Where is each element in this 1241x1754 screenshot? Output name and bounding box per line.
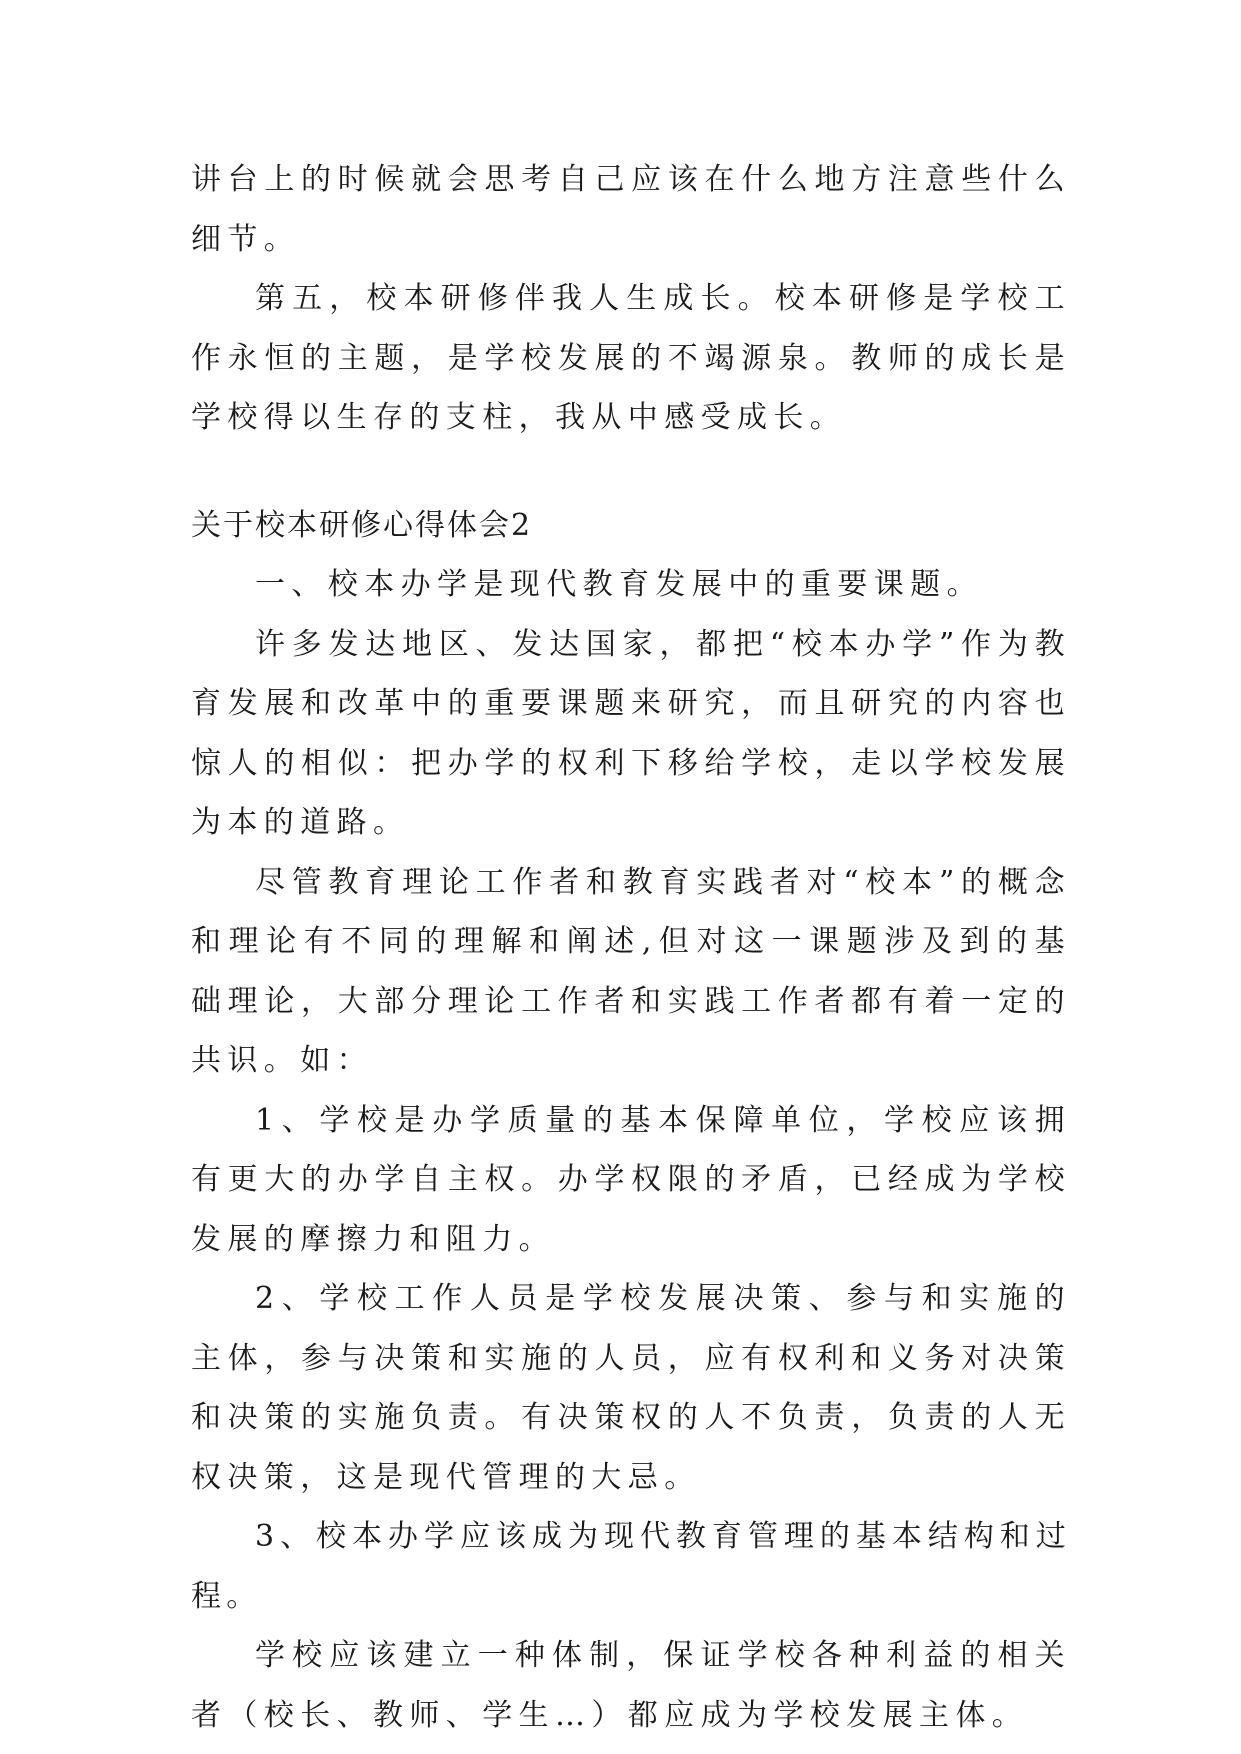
paragraph-fifth-point: 第五，校本研修伴我人生成长。校本研修是学校工作永恒的主题，是学校发展的不竭源泉。教师的成长是学校得以生存的支柱，我从中感受成长。 xyxy=(191,281,1071,435)
document-body xyxy=(191,150,1071,1745)
paragraph-item-1: 1、学校是办学质量的基本保障单位，学校应该拥有更大的办学自主权。办学权限的矛盾，已经成为学校发展的摩擦力和阻力。 xyxy=(191,1102,1071,1257)
paragraph-developed-regions: 许多发达地区、发达国家，都把“校本办学”作为教育发展和改革中的重要课题来研究，而且研究的内容也惊人的相似：把办学的权利下移给学校，走以学校发展为本的道路。 xyxy=(191,626,1071,840)
section-heading: 关于校本研修心得体会2 xyxy=(191,507,533,543)
paragraph-point-one: 一、校本办学是现代教育发展中的重要课题。 xyxy=(255,567,983,602)
paragraph-continued: 讲台上的时候就会思考自己应该在什么地方注意些什么细节。 xyxy=(191,162,1071,257)
paragraph-consensus: 尽管教育理论工作者和教育实践者对“校本”的概念和理论有不同的理解和阐述,但对这一课题涉及到的基础理论，大部分理论工作者和实践工作者都有着一定的共识。如： xyxy=(191,864,1071,1078)
paragraph-item-2: 2、学校工作人员是学校发展决策、参与和实施的主体，参与决策和实施的人员，应有权利和义务对决策和决策的实施负责。有决策权的人不负责，负责的人无权决策，这是现代管理的大忌。 xyxy=(191,1281,1071,1495)
paragraph-stakeholders: 学校应该建立一种体制，保证学校各种利益的相关者（校长、教师、学生…）都应成为学校发展主体。 xyxy=(191,1638,1071,1733)
paragraph-item-3: 3、校本办学应该成为现代教育管理的基本结构和过程。 xyxy=(191,1519,1071,1614)
